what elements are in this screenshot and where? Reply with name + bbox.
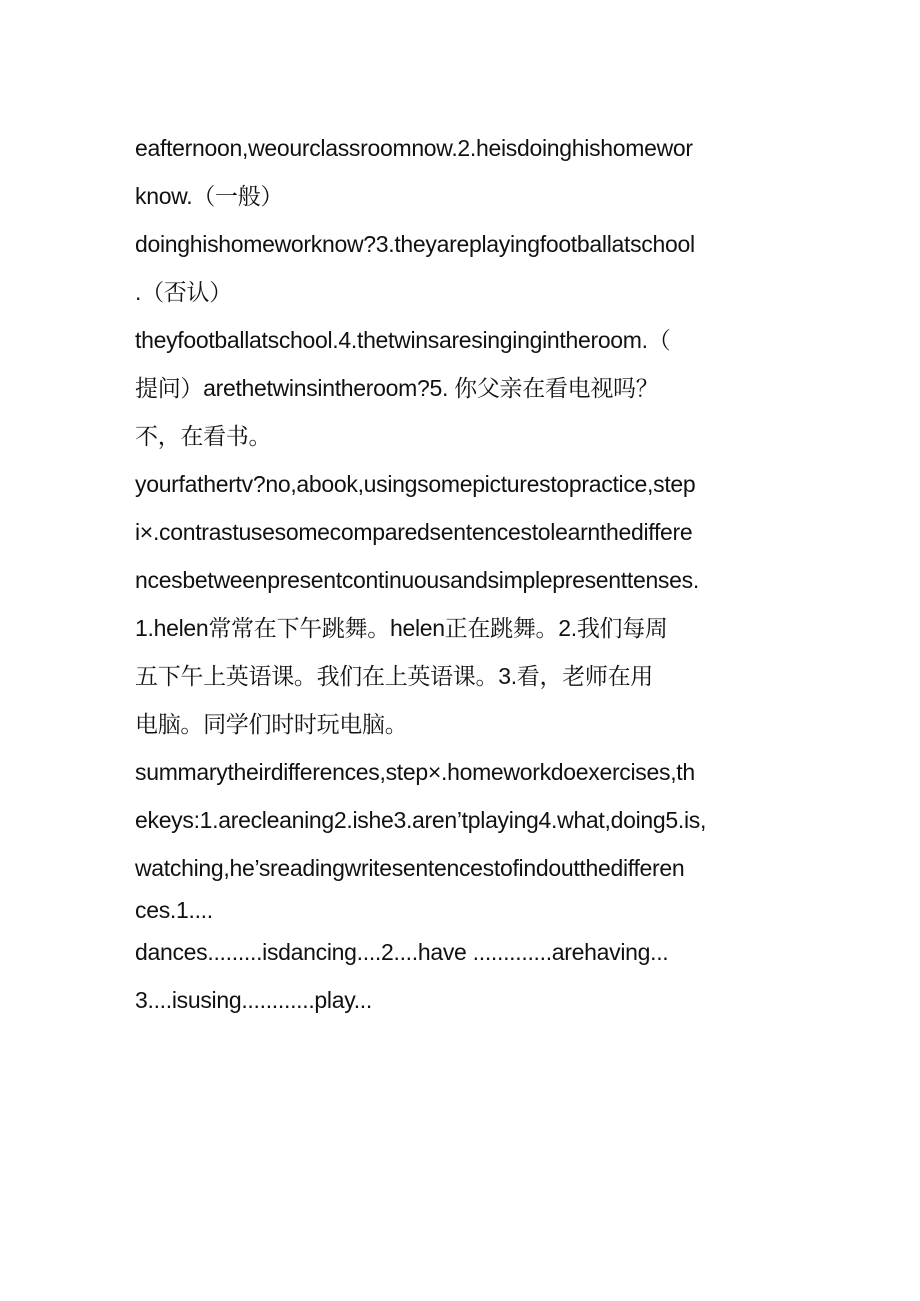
text-line: watching,he’sreadingwritesentencestofindoutthedifferen [135,855,685,881]
text-line: ekeys:1.arecleaning2.ishe3.aren’tplaying4.what,doing5.is, [135,807,707,833]
text-line: summarytheirdifferences,step×.homeworkdoexercises,th [135,759,695,785]
text-line: eafternoon,weourclassroomnow.2.heisdoinghishomewor [135,135,693,161]
text-line: 电脑。同学们时时玩电脑。 [135,711,408,737]
text-line: 五下午上英语课。我们在上英语课。3.看，老师在用 [135,663,653,689]
text-line: 1.helen常常在下午跳舞。helen正在跳舞。2.我们每周 [135,615,668,641]
text-line: doinghishomeworknow?3.theyareplayingfootballatschool [135,231,695,257]
text-line: know.（一般） [135,183,284,209]
text-line: ncesbetweenpresentcontinuousandsimplepresenttenses. [135,567,699,593]
document-body [135,124,795,1024]
text-line: 不，在看书。 [135,423,272,449]
text-line: yourfathertv?no,abook,usingsomepicturestopractice,step [135,471,696,497]
text-line: dances.........isdancing....2....have .............arehaving... [135,939,669,965]
text-line: .（否认） [135,279,232,305]
text-line: 提问）arethetwinsintheroom?5. 你父亲在看电视吗？ [135,375,659,401]
text-line: ces.1.... [135,897,213,923]
text-line: 3....isusing............play... [135,987,372,1013]
text-line: theyfootballatschool.4.thetwinsaresingingintheroom.（ [135,327,671,353]
text-line: i×.contrastusesomecomparedsentencestolearnthediffere [135,519,693,545]
